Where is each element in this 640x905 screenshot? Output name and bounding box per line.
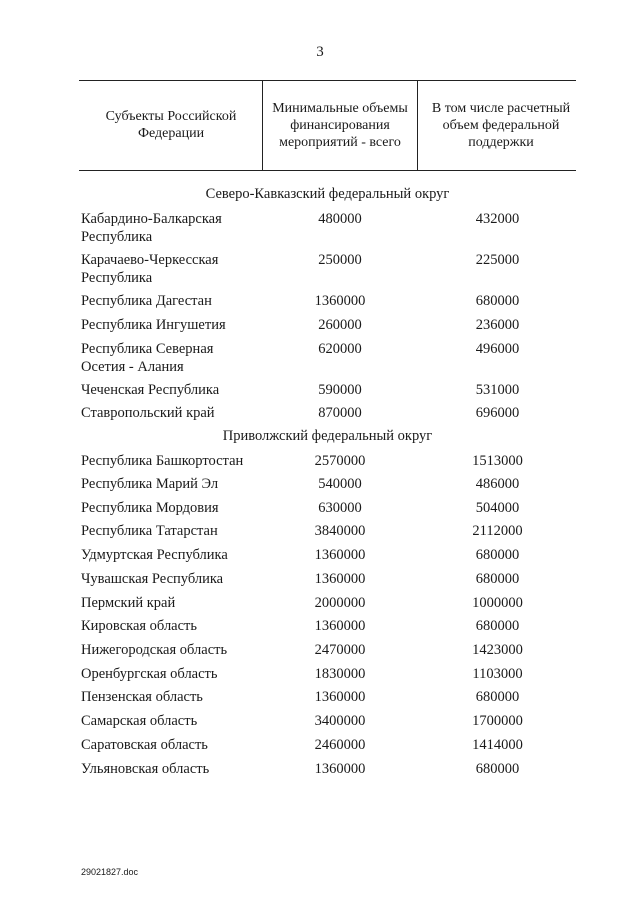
row-total: 630000 <box>318 500 362 516</box>
row-federal: 432000 <box>475 211 520 227</box>
row-federal: 1700000 <box>472 713 523 729</box>
header-total-financing: Минимальные объемы финансирования мероприятий - всего <box>272 100 408 150</box>
row-name: Саратовская область <box>81 737 208 753</box>
row-total: 590000 <box>318 382 362 398</box>
row-total: 3840000 <box>314 523 366 539</box>
row-name: Пензенская область <box>81 689 203 705</box>
row-federal: 680000 <box>475 618 520 634</box>
row-name: Чувашская Республика <box>81 571 224 587</box>
row-name: Ставропольский край <box>81 405 215 421</box>
row-federal: 236000 <box>475 317 520 333</box>
row-federal: 504000 <box>475 500 520 516</box>
row-federal: 225000 <box>475 252 520 268</box>
header-federal-support: В том числе расчетный объем федеральной поддержки <box>431 100 571 150</box>
row-total: 1360000 <box>314 689 366 705</box>
row-total: 2570000 <box>314 453 366 469</box>
row-total: 1360000 <box>314 547 366 563</box>
row-name: Республика Башкортостан <box>81 453 244 469</box>
row-federal: 531000 <box>475 382 520 398</box>
row-total: 3400000 <box>314 713 366 729</box>
row-total: 250000 <box>318 252 362 268</box>
row-federal: 680000 <box>475 689 520 705</box>
row-federal: 680000 <box>475 547 520 563</box>
row-federal: 1513000 <box>472 453 523 469</box>
row-name: Кировская область <box>81 618 198 634</box>
row-total: 260000 <box>318 317 362 333</box>
table-header-rule <box>79 170 576 171</box>
row-total: 480000 <box>318 211 362 227</box>
row-federal: 1103000 <box>472 666 523 682</box>
row-name: Оренбургская область <box>81 666 218 682</box>
row-federal: 2112000 <box>472 523 523 539</box>
row-name: Республика Ингушетия <box>81 317 226 333</box>
row-name: Чеченская Республика <box>81 382 220 398</box>
row-total: 2470000 <box>314 642 366 658</box>
row-name: Республика Татарстан <box>81 523 218 539</box>
row-name: Нижегородская область <box>81 642 228 658</box>
row-name: Республика Марий Эл <box>81 476 219 492</box>
row-total: 620000 <box>318 341 362 357</box>
row-total: 1830000 <box>314 666 366 682</box>
row-federal: 1000000 <box>472 595 523 611</box>
row-total: 2460000 <box>314 737 366 753</box>
row-federal: 496000 <box>475 341 520 357</box>
page-number: 3 <box>316 44 324 60</box>
row-name: Пермский край <box>81 595 176 611</box>
section-title: Северо-Кавказский федеральный округ <box>205 186 450 202</box>
row-federal: 680000 <box>475 761 520 777</box>
row-total: 1360000 <box>314 618 366 634</box>
header-divider-1 <box>262 80 263 170</box>
row-total: 540000 <box>318 476 362 492</box>
row-name: Удмуртская Республика <box>81 547 228 563</box>
row-federal: 1423000 <box>472 642 523 658</box>
header-divider-2 <box>417 80 418 170</box>
row-total: 870000 <box>318 405 362 421</box>
footer-filename: 29021827.doc <box>81 867 139 877</box>
row-name: Республика Северная Осетия - Алания <box>81 341 214 375</box>
row-name: Самарская область <box>81 713 198 729</box>
row-federal: 486000 <box>475 476 520 492</box>
row-federal: 1414000 <box>472 737 523 753</box>
row-federal: 680000 <box>475 293 520 309</box>
row-name: Кабардино-Балкарская Республика <box>81 211 222 245</box>
row-federal: 680000 <box>475 571 520 587</box>
header-subjects: Субъекты Российской Федерации <box>105 109 237 141</box>
section-title: Приволжский федеральный округ <box>222 428 433 444</box>
row-name: Ульяновская область <box>81 761 210 777</box>
row-total: 1360000 <box>314 761 366 777</box>
row-total: 1360000 <box>314 293 366 309</box>
row-total: 1360000 <box>314 571 366 587</box>
row-federal: 696000 <box>475 405 520 421</box>
row-total: 2000000 <box>314 595 366 611</box>
row-name: Республика Мордовия <box>81 500 219 516</box>
row-name: Республика Дагестан <box>81 293 212 309</box>
row-name: Карачаево-Черкесская Республика <box>81 252 219 286</box>
